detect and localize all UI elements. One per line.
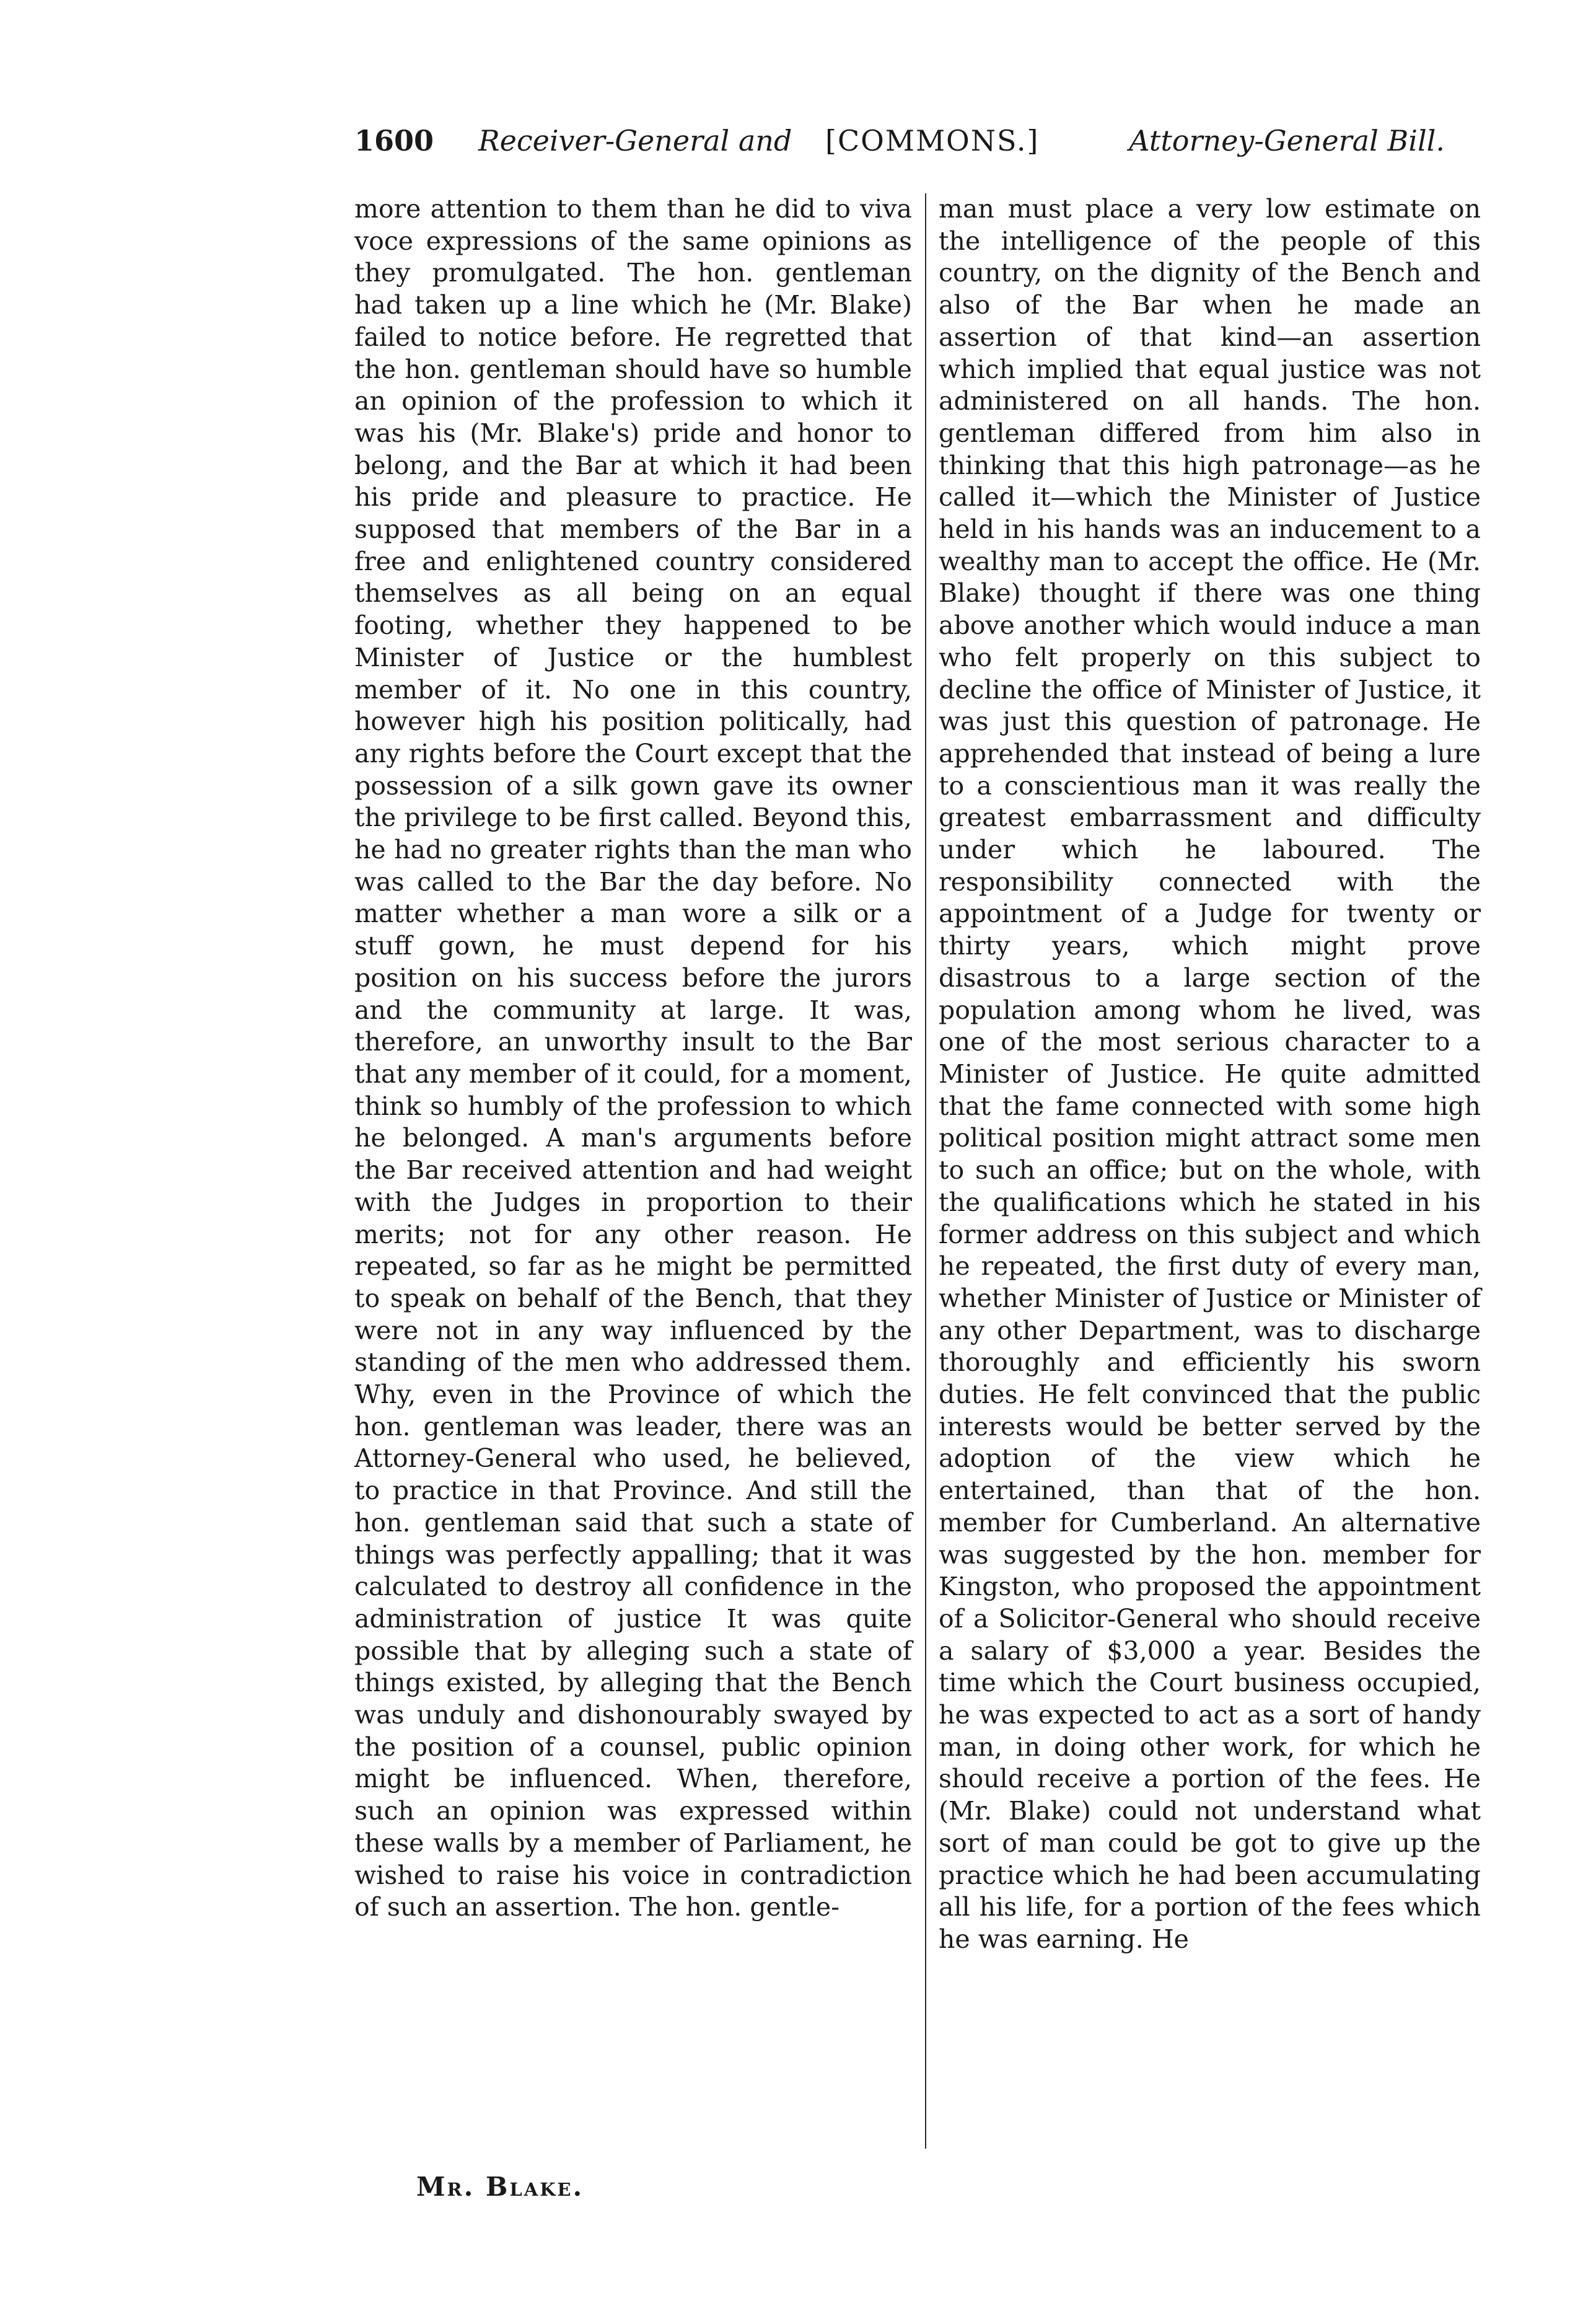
running-title-left: Receiver-General and xyxy=(478,124,792,157)
running-title-right: Attorney-General Bill. xyxy=(1129,124,1445,157)
column-divider xyxy=(925,193,926,2149)
page-number: 1600 xyxy=(354,124,434,157)
text-column-right: man must place a very low estimate on the intelligence of the people of this country, on the dignity of the Bench and also of the Bar when he made an assertion of that kind—an assertion which implied that equal justice was not administered on all hands. The hon. gentleman differed from him also in thinking that this high patronage—as he called it—which the Minister of Justice held in his hands was an inducement to a wealthy man to accept the office. He (Mr. Blake) thought if there was one thing above another which would induce a man who felt properly on this subject to decline the office of Minister of Justice, it was just this question of patronage. He apprehended that instead of being a lure to a conscientious man it was really the greatest embarrassment and difficulty under which he laboured. The responsibility connected with the appointment of a Judge for twenty or thirty years, which might prove disastrous to a large section of the population among whom he lived, was one of the most serious character to a Minister of Justice. He quite admitted that the fame connected with some high political position might attract some men to such an office; but on the whole, with the qualifications which he stated in his former address on this subject and which he repeated, the first duty of every man, whether Minister of Justice or Minister of any other Department, was to discharge thoroughly and efficiently his sworn duties. He felt convinced that the public interests would be better served by the adoption of the view which he entertained, than that of the hon. member for Cumberland. An alternative was suggested by the hon. member for Kingston, who proposed the appointment of a Solicitor-General who should receive a salary of $3,000 a year. Besides the time which the Court business occupied, he was expected to act as a sort of handy man, in doing other work, for which he should receive a portion of the fees. He (Mr. Blake) could not understand what sort of man could be got to give up the practice which he had been accumulating all his life, for a portion of the fees which he was earning. He xyxy=(939,194,1481,1954)
footer-signature: Mr. Blake. xyxy=(416,2172,584,2202)
page-header xyxy=(354,124,1445,174)
text-column-left: more attention to them than he did to viva voce expressions of the same opinions as they promulgated. The hon. gentleman had taken up a line which he (Mr. Blake) failed to notice before. He regretted that the hon. gentleman should have so humble an opinion of the profession to which it was his (Mr. Blake's) pride and honor to belong, and the Bar at which it had been his pride and pleasure to practice. He supposed that members of the Bar in a free and enlightened country considered themselves as all being on an equal footing, whether they happened to be Minister of Justice or the humblest member of it. No one in this country, however high his position politically, had any rights before the Court except that the possession of a silk gown gave its owner the privilege to be first called. Beyond this, he had no greater rights than the man who was called to the Bar the day before. No matter whether a man wore a silk or a stuff gown, he must depend for his position on his success before the jurors and the community at large. It was, therefore, an unworthy insult to the Bar that any member of it could, for a moment, think so humbly of the profession to which he belonged. A man's arguments before the Bar received attention and had weight with the Judges in proportion to their merits; not for any other reason. He repeated, so far as he might be permitted to speak on behalf of the Bench, that they were not in any way influenced by the standing of the men who addressed them. Why, even in the Province of which the hon. gentleman was leader, there was an Attorney-General who used, he believed, to practice in that Province. And still the hon. gentleman said that such a state of things was perfectly appalling; that it was calculated to destroy all confidence in the administration of justice It was quite possible that by alleging such a state of things existed, by alleging that the Bench was unduly and dishonourably swayed by the position of a counsel, public opinion might be influenced. When, therefore, such an opinion was expressed within these walls by a member of Parliament, he wished to raise his voice in contradiction of such an assertion. The hon. gentle- xyxy=(354,194,912,1922)
running-title-center: [COMMONS.] xyxy=(825,124,1040,157)
